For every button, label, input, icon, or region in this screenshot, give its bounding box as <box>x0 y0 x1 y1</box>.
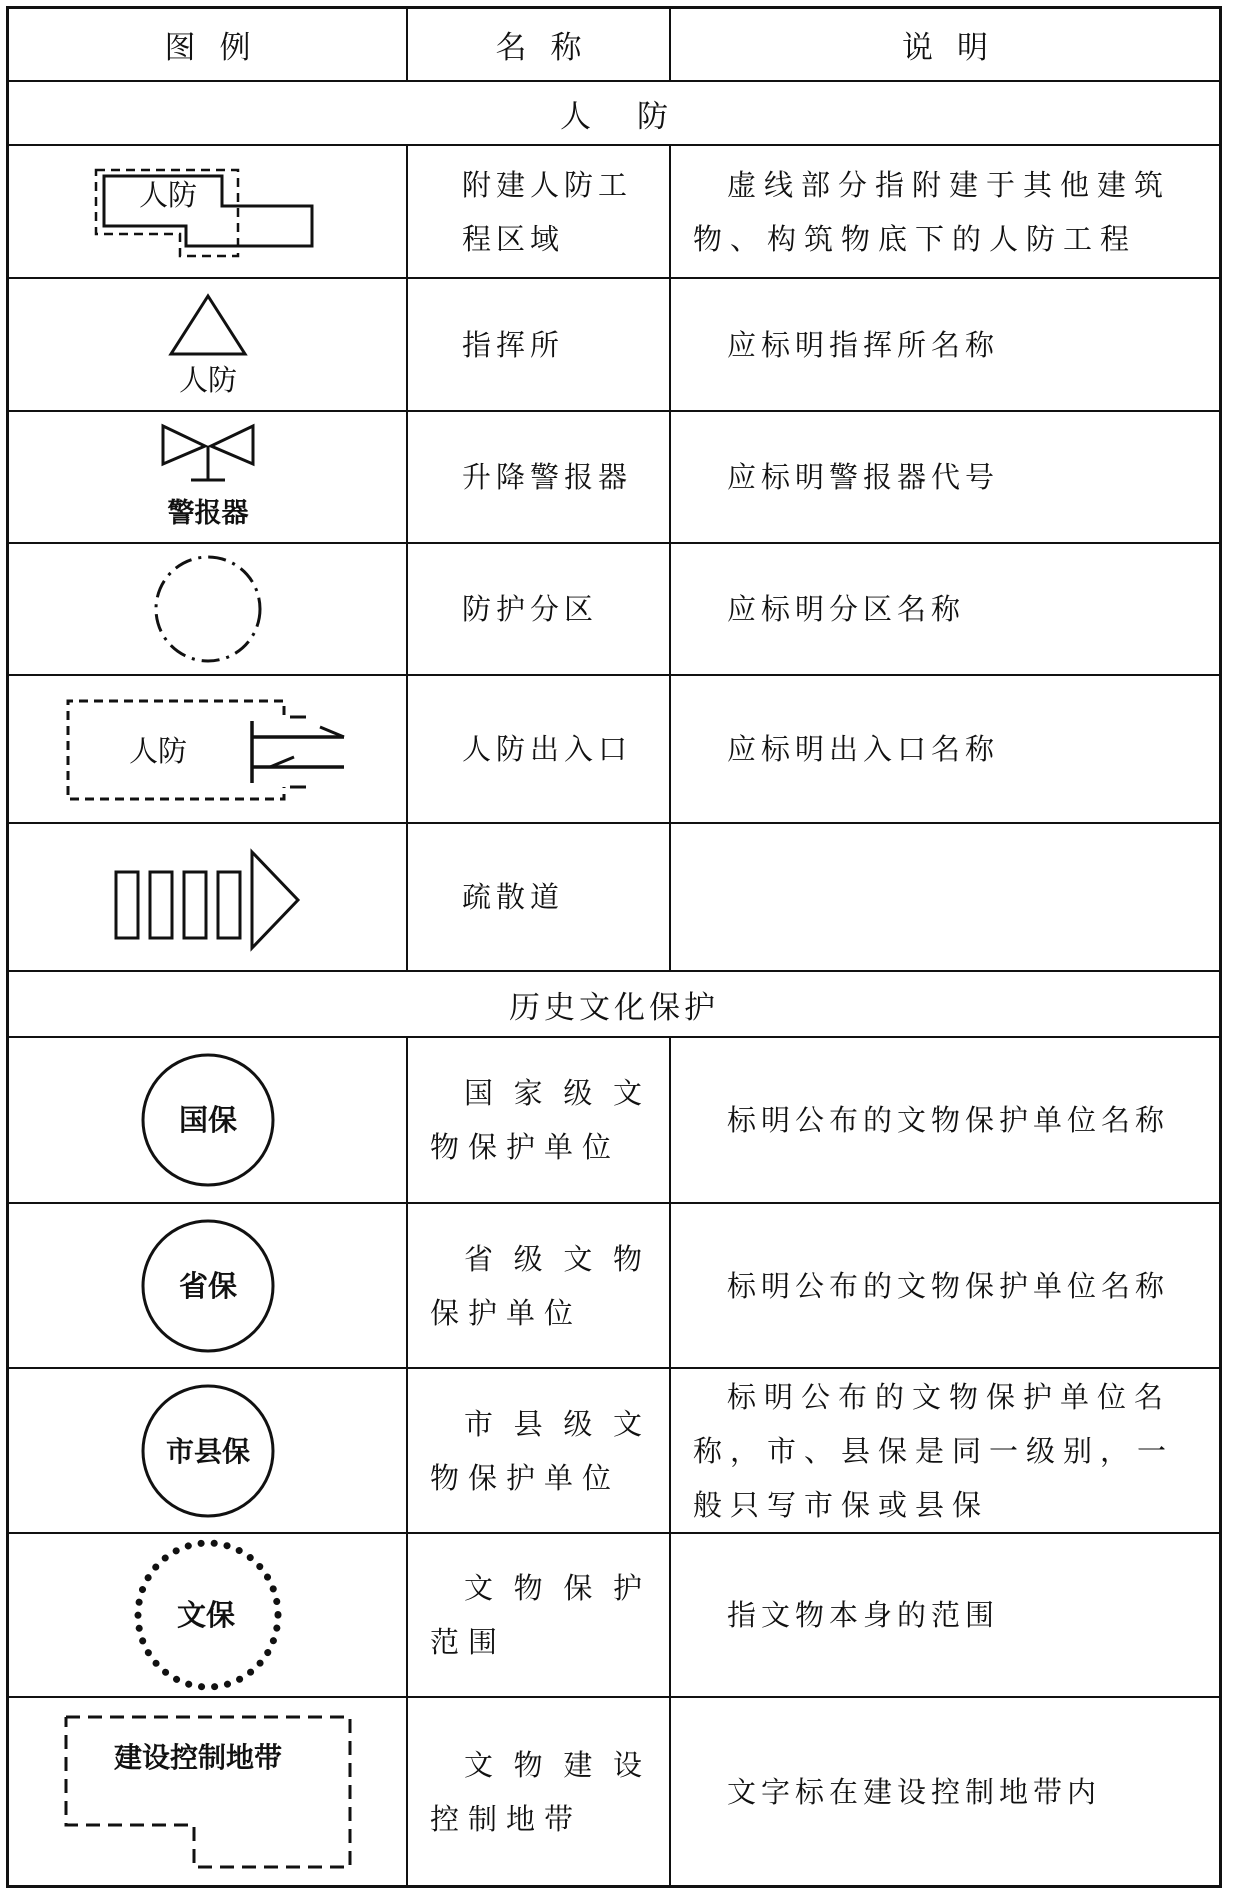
item-description: 文字标在建设控制地带内 <box>727 1774 1102 1809</box>
item-name: 指挥所 <box>408 279 671 410</box>
attached-civil-defense-area-icon <box>9 146 408 277</box>
table-row <box>9 1038 1219 1204</box>
table-row <box>9 1204 1219 1369</box>
item-name: 国家级文物保护单位 <box>408 1038 671 1202</box>
item-name: 人防出入口 <box>408 676 671 822</box>
symbol-label: 国保 <box>178 1103 237 1137</box>
item-description: 应标明指挥所名称 <box>727 327 1000 362</box>
dashed-zone-icon <box>9 1698 408 1885</box>
symbol-label: 省保 <box>178 1268 237 1303</box>
item-name: 文物建设控制地带 <box>408 1698 671 1885</box>
circle-icon <box>9 1369 408 1532</box>
section-row-heritage <box>9 972 1219 1038</box>
item-description: 应标明分区名称 <box>727 592 966 626</box>
section-title: 人防 <box>560 98 714 135</box>
item-name: 附建人防工程区域 <box>408 146 671 277</box>
table-row <box>9 1534 1219 1698</box>
dash-dot-circle-icon <box>9 544 408 674</box>
item-name: 省级文物保护单位 <box>408 1204 671 1367</box>
symbol-label: 建设控制地带 <box>113 1740 282 1774</box>
table-row <box>9 279 1219 412</box>
item-description: 标明公布的文物保护单位名称，市、县保是同一级别，一般只写市保或县保 <box>693 1379 1175 1522</box>
symbol-label: 市县保 <box>165 1434 250 1468</box>
section-row-civil-defense <box>9 82 1219 146</box>
evacuation-route-icon <box>9 824 408 970</box>
symbol-label: 人防 <box>138 177 197 212</box>
header-legend: 图例 <box>9 9 408 80</box>
item-name: 防护分区 <box>408 544 671 674</box>
siren-icon <box>9 412 408 542</box>
item-name: 文物保护范围 <box>408 1534 671 1696</box>
header-description: 说明 <box>902 30 1012 66</box>
table-row <box>9 1698 1219 1885</box>
item-description: 虚线部分指附建于其他建筑物、构筑物底下的人防工程 <box>693 167 1172 256</box>
item-name: 疏散道 <box>408 824 671 970</box>
header-name: 名称 <box>408 9 671 80</box>
circle-icon <box>9 1038 408 1202</box>
table-row <box>9 1369 1219 1534</box>
item-description: 指文物本身的范围 <box>727 1598 1000 1632</box>
item-description <box>671 824 1219 970</box>
item-name: 市县级文物保护单位 <box>408 1369 671 1532</box>
section-title: 历史文化保护 <box>509 989 719 1026</box>
triangle-icon <box>9 279 408 410</box>
header-row <box>9 9 1219 82</box>
item-name: 升降警报器 <box>408 412 671 542</box>
table-row <box>9 824 1219 972</box>
symbol-label: 人防 <box>128 734 187 768</box>
legend-table <box>6 6 1222 1888</box>
item-description: 应标明出入口名称 <box>727 732 1000 766</box>
table-row <box>9 412 1219 544</box>
symbol-label: 警报器 <box>167 498 248 529</box>
civil-defense-entrance-icon <box>9 676 408 822</box>
dotted-circle-icon <box>9 1534 408 1696</box>
symbol-label: 文保 <box>176 1598 235 1632</box>
circle-icon <box>9 1204 408 1367</box>
item-description: 应标明警报器代号 <box>727 460 1000 494</box>
symbol-label: 人防 <box>178 362 237 397</box>
item-description: 标明公布的文物保护单位名称 <box>727 1268 1170 1303</box>
item-description: 标明公布的文物保护单位名称 <box>727 1103 1170 1137</box>
table-row <box>9 676 1219 824</box>
table-row <box>9 146 1219 279</box>
table-row <box>9 544 1219 676</box>
